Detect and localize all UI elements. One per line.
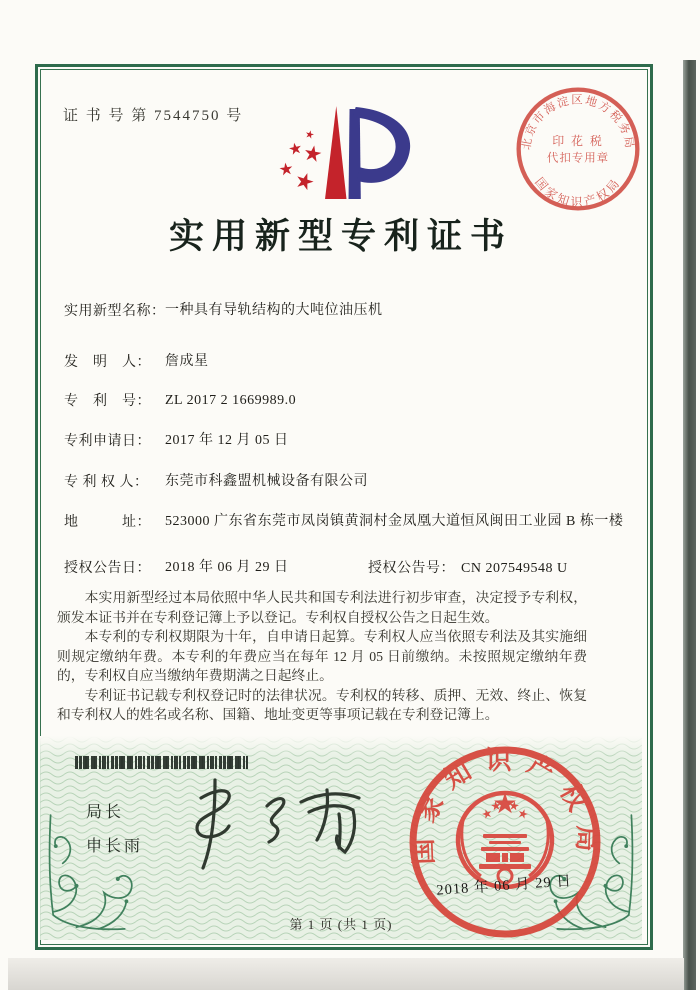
field-value-filing-date: 2017 年 12 月 05 日 [165,433,289,448]
officer-title: 局长 [86,804,125,821]
tax-stamp-arc-top-text: 北京市海淀区地方税务局 [520,94,636,151]
field-row-address [64,511,624,531]
field-value-grant-no: CN 207549548 U [461,561,568,576]
field-row-filing-date [64,430,604,450]
certificate-number: 证 书 号 第 7544750 号 [63,108,244,124]
scan-edge-shadow-bottom [8,958,684,990]
certificate-title: 实用新型专利证书 [168,217,513,256]
field-row-name [64,300,604,320]
legal-text-block [57,588,587,725]
page-number: 第 1 页 (共 1 页) [289,917,393,932]
field-label-name: 实用新型名称： [64,304,166,319]
legal-paragraph-1: 本实用新型经过本局依照中华人民共和国专利法进行初步审查，决定授予专利权，颁发本证书并在专利登记簿上予以登记。专利权自授权公告之日起生效。 [57,590,587,625]
field-label-grant-no: 授权公告号： [368,561,455,576]
scan-edge-shadow-right [683,60,696,990]
field-label-inventor: 发 明 人： [64,355,151,370]
tax-stamp-seal-icon [511,82,645,216]
seal-ring-text: 国家知识产权局 [408,746,602,866]
field-value-grant-date: 2018 年 06 月 29 日 [165,560,289,575]
field-label-patentee: 专 利 权 人： [64,475,149,490]
officer-name: 申长雨 [86,838,144,855]
national-emblem-seal-icon [405,742,605,942]
legal-paragraph-2: 本专利的专利权期限为十年，自申请日起算。专利权人应当依照专利法及其实施细则规定缴纳年费。本专利的年费应当在每年 12 月 05 日前缴纳。未按照规定缴纳年费的，专利权自应当缴纳年费期满之日起终止。 [57,629,587,683]
tax-stamp-arc-bottom-text: 国家知识产权局 [532,174,624,210]
cnipa-logo-icon [278,100,416,206]
field-row-patent-no [64,390,604,410]
field-value-patent-no: ZL 2017 2 1669989.0 [165,393,297,408]
svg-text:国家知识产权局 [532,175,624,209]
field-value-name: 一种具有导轨结构的大吨位油压机 [165,303,383,318]
tax-stamp-center-line2: 代扣专用章 [546,152,610,165]
legal-paragraph-3: 专利证书记载专利权登记时的法律状况。专利权的转移、质押、无效、终止、恢复和专利权人的姓名或名称、国籍、地址变更等事项记载在专利登记簿上。 [57,687,587,722]
field-value-address: 523000 广东省东莞市凤岗镇黄洞村金凤凰大道恒风闽田工业园 B 栋一楼 [165,514,624,529]
field-label-filing-date: 专利申请日： [64,434,151,449]
field-label-grant-date: 授权公告日： [64,561,151,576]
field-label-address: 地 址： [64,515,151,530]
officer-block [86,796,143,864]
field-value-inventor: 詹成星 [165,354,209,369]
signature-script-icon [163,768,381,886]
seal-date: 2018 年 06 月 29 日 [435,873,573,899]
tax-stamp-center-line1: 印 花 税 [552,134,604,149]
field-row-grant-no [368,557,568,577]
field-label-patent-no: 专 利 号： [64,394,151,409]
field-row-inventor [64,351,604,371]
field-row-patentee [64,471,604,491]
field-value-patentee: 东莞市科鑫盟机械设备有限公司 [165,474,368,489]
